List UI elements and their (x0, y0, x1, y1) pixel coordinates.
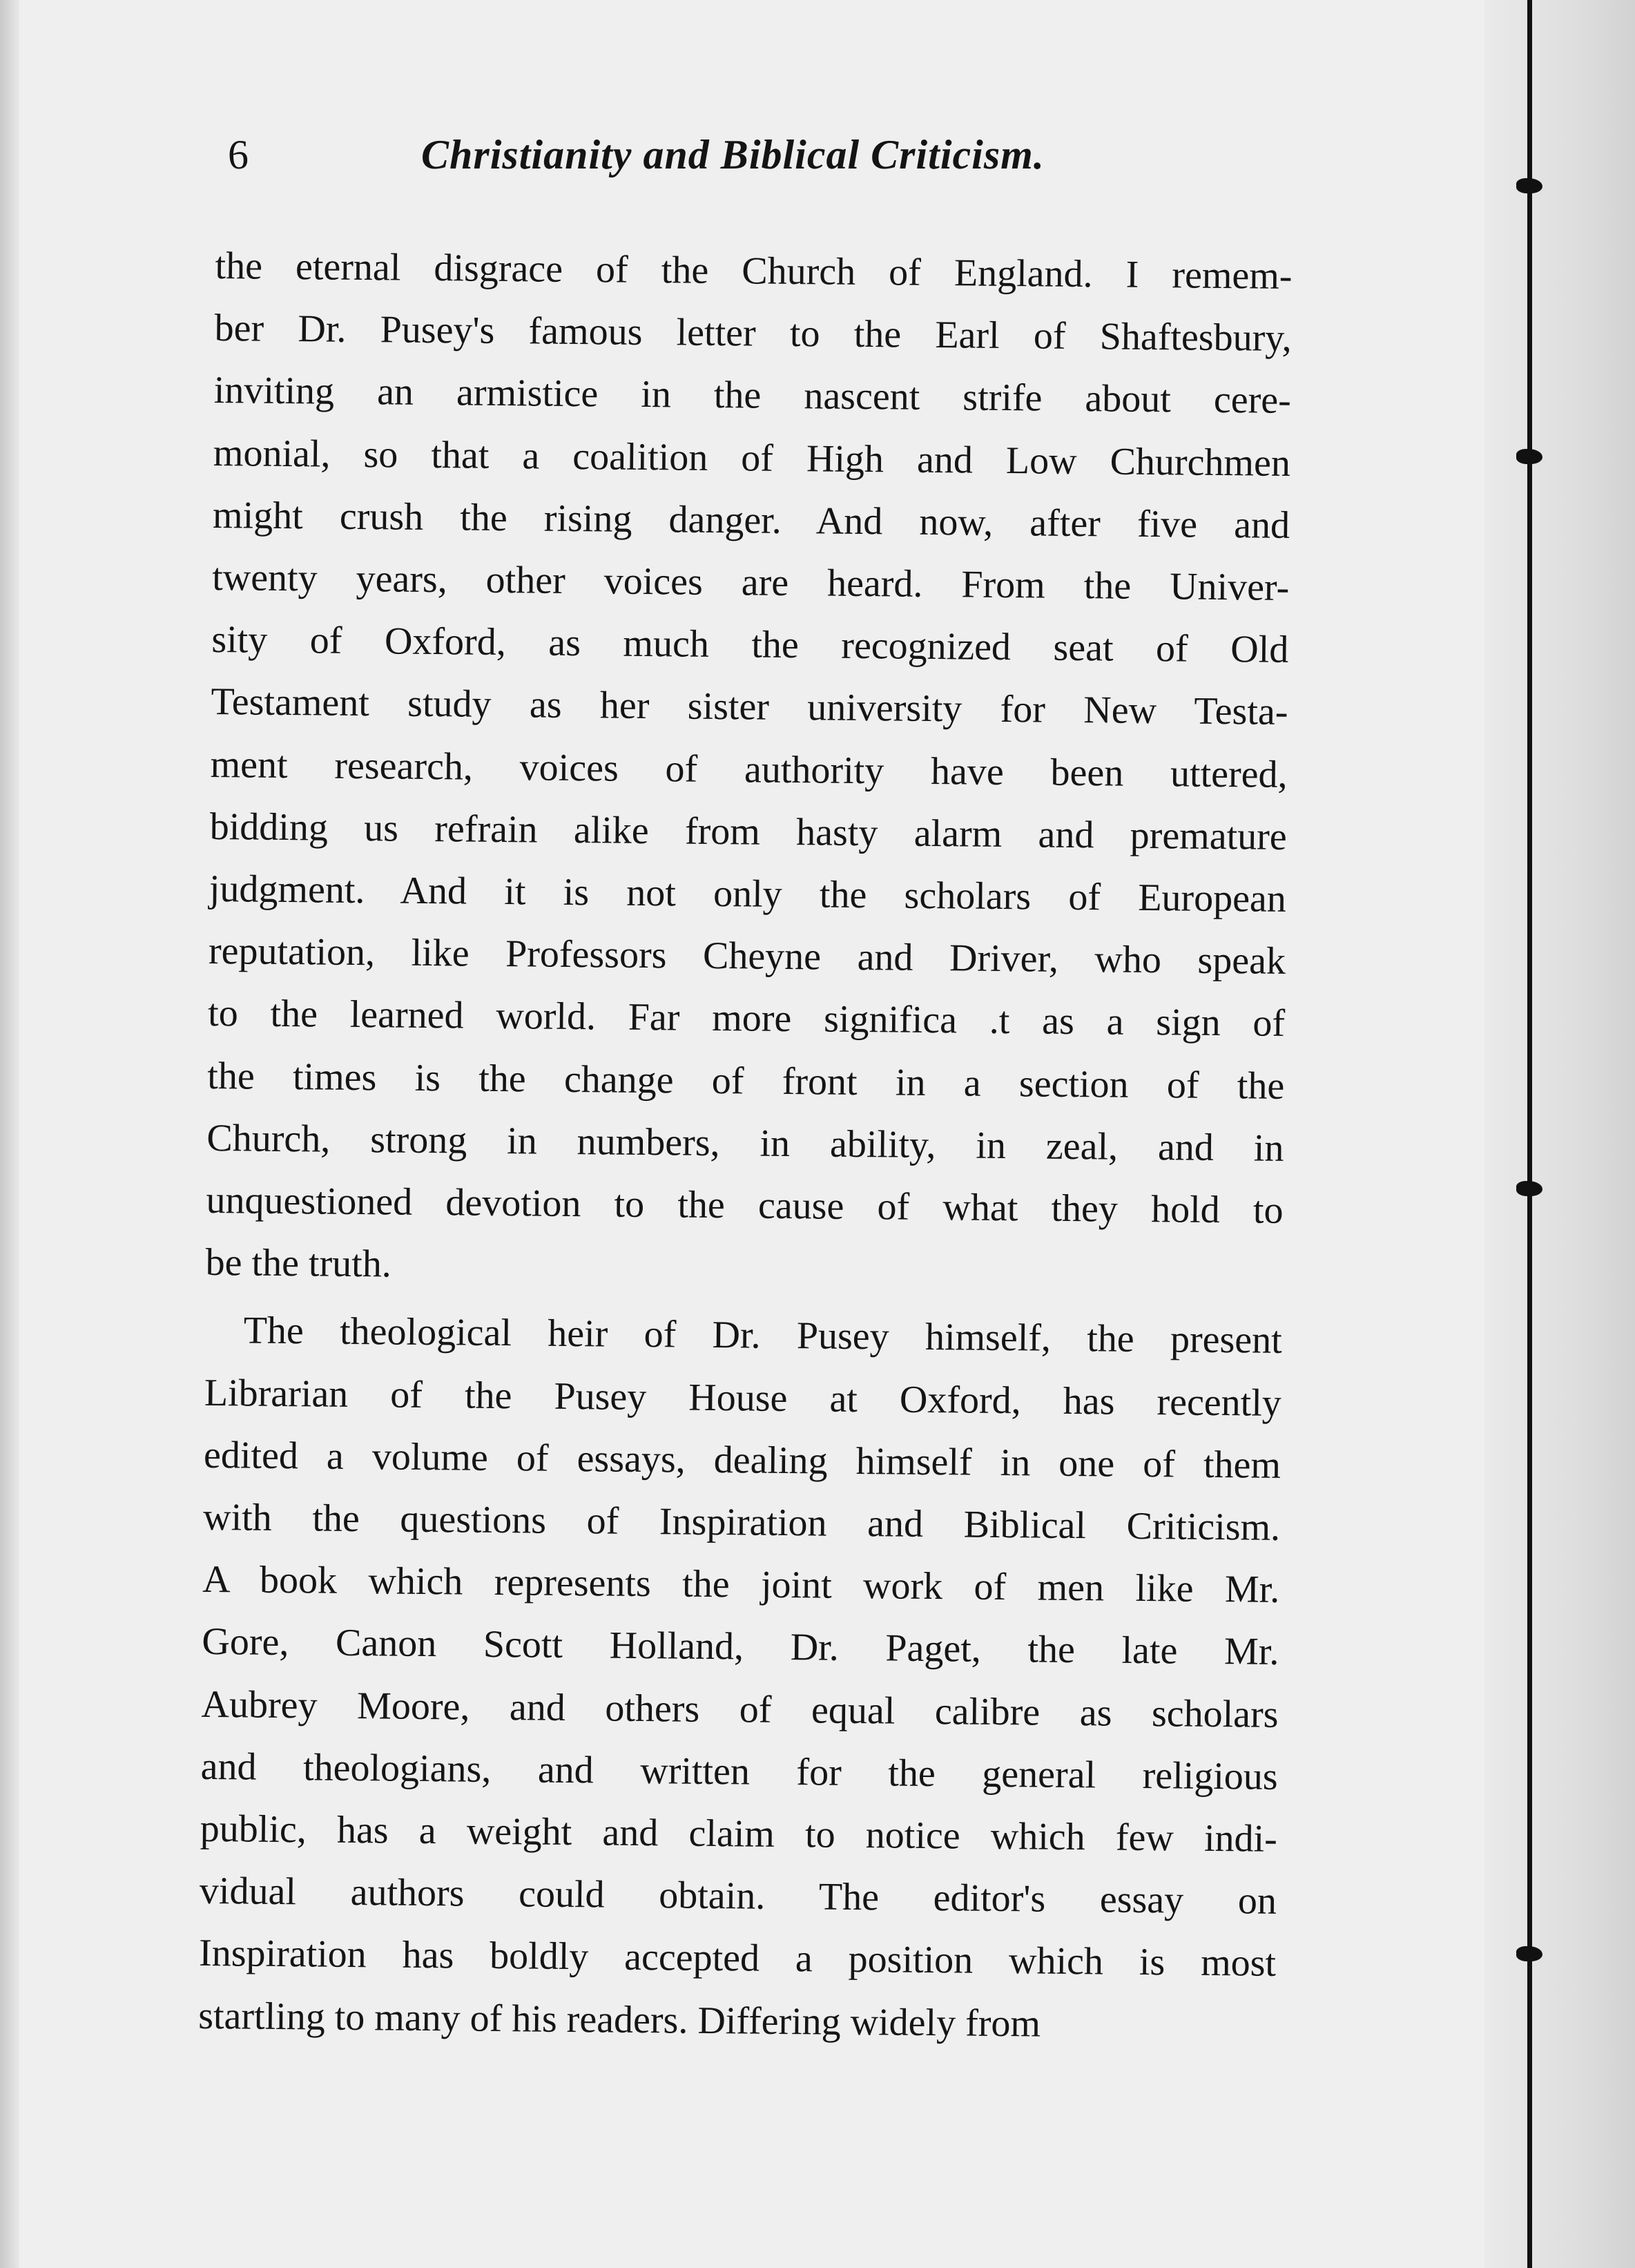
text-line: Librarian of the Pusey House at Oxford, has recently (204, 1371, 1282, 1425)
paragraph (198, 1299, 1282, 2057)
text-line: ment research, voices of authority have been uttered, (210, 742, 1288, 796)
binding-mark (1516, 1946, 1542, 1961)
text-line: inviting an armistice in the nascent strife about cere- (213, 369, 1292, 423)
text-line: The theological heir of Dr. Pusey himself, the present (243, 1309, 1282, 1363)
text-line: sity of Oxford, as much the recognized seat of Old (211, 618, 1289, 672)
text-line: to the learned world. Far more significa .t as a sign of (207, 992, 1286, 1046)
text-line: startling to many of his readers. Differing widely from (197, 1994, 1041, 2046)
text-line: Testament study as her sister university for New Testa- (211, 680, 1288, 734)
text-line: Aubrey Moore, and others of equal calibre as scholars (201, 1682, 1279, 1736)
binding-gutter (1484, 0, 1635, 2268)
text-line: the times is the change of front in a section of the (207, 1054, 1285, 1108)
text-line: Church, strong in numbers, in ability, in zeal, and in (206, 1116, 1284, 1170)
text-line: Inspiration has boldly accepted a position which is most (198, 1932, 1277, 1986)
text-line: unquestioned devotion to the cause of what they hold to (206, 1178, 1284, 1232)
running-title: Christianity and Biblical Criticism. (421, 132, 1045, 177)
text-line: reputation, like Professors Cheyne and Driver, who speak (208, 930, 1286, 983)
paragraph (205, 235, 1293, 1304)
page-number: 6 (228, 132, 249, 177)
text-line: might crush the rising danger. And now, after five and (212, 493, 1290, 547)
text-line: judgment. And it is not only the scholars of European (209, 867, 1287, 921)
text-line: vidual authors could obtain. The editor's essay on (199, 1870, 1277, 1923)
text-line: bidding us refrain alike from hasty alarm and premature (209, 805, 1288, 858)
text-line: ber Dr. Pusey's famous letter to the Earl of Shaftesbury, (214, 307, 1292, 361)
body-text (198, 235, 1293, 2057)
text-line: the eternal disgrace of the Church of England. I remem- (215, 244, 1293, 298)
text-line: twenty years, other voices are heard. From the Univer- (211, 555, 1290, 609)
text-line: public, has a weight and claim to notice which few indi- (200, 1807, 1278, 1861)
text-line: monial, so that a coalition of High and Low Churchmen (213, 431, 1291, 485)
binding-mark (1516, 449, 1542, 464)
binding-spine-line (1527, 0, 1532, 2268)
text-line: be the truth. (205, 1241, 392, 1286)
binding-mark (1516, 1181, 1542, 1196)
text-line: Gore, Canon Scott Holland, Dr. Paget, the late Mr. (202, 1620, 1279, 1674)
text-line: and theologians, and written for the general religious (200, 1745, 1278, 1798)
text-line: A book which represents the joint work of men like Mr. (202, 1558, 1280, 1612)
page-edge-shadow (0, 0, 19, 2268)
binding-mark (1516, 178, 1542, 193)
text-line: with the questions of Inspiration and Biblical Criticism. (202, 1495, 1281, 1549)
text-line: edited a volume of essays, dealing himself in one of them (203, 1433, 1281, 1487)
